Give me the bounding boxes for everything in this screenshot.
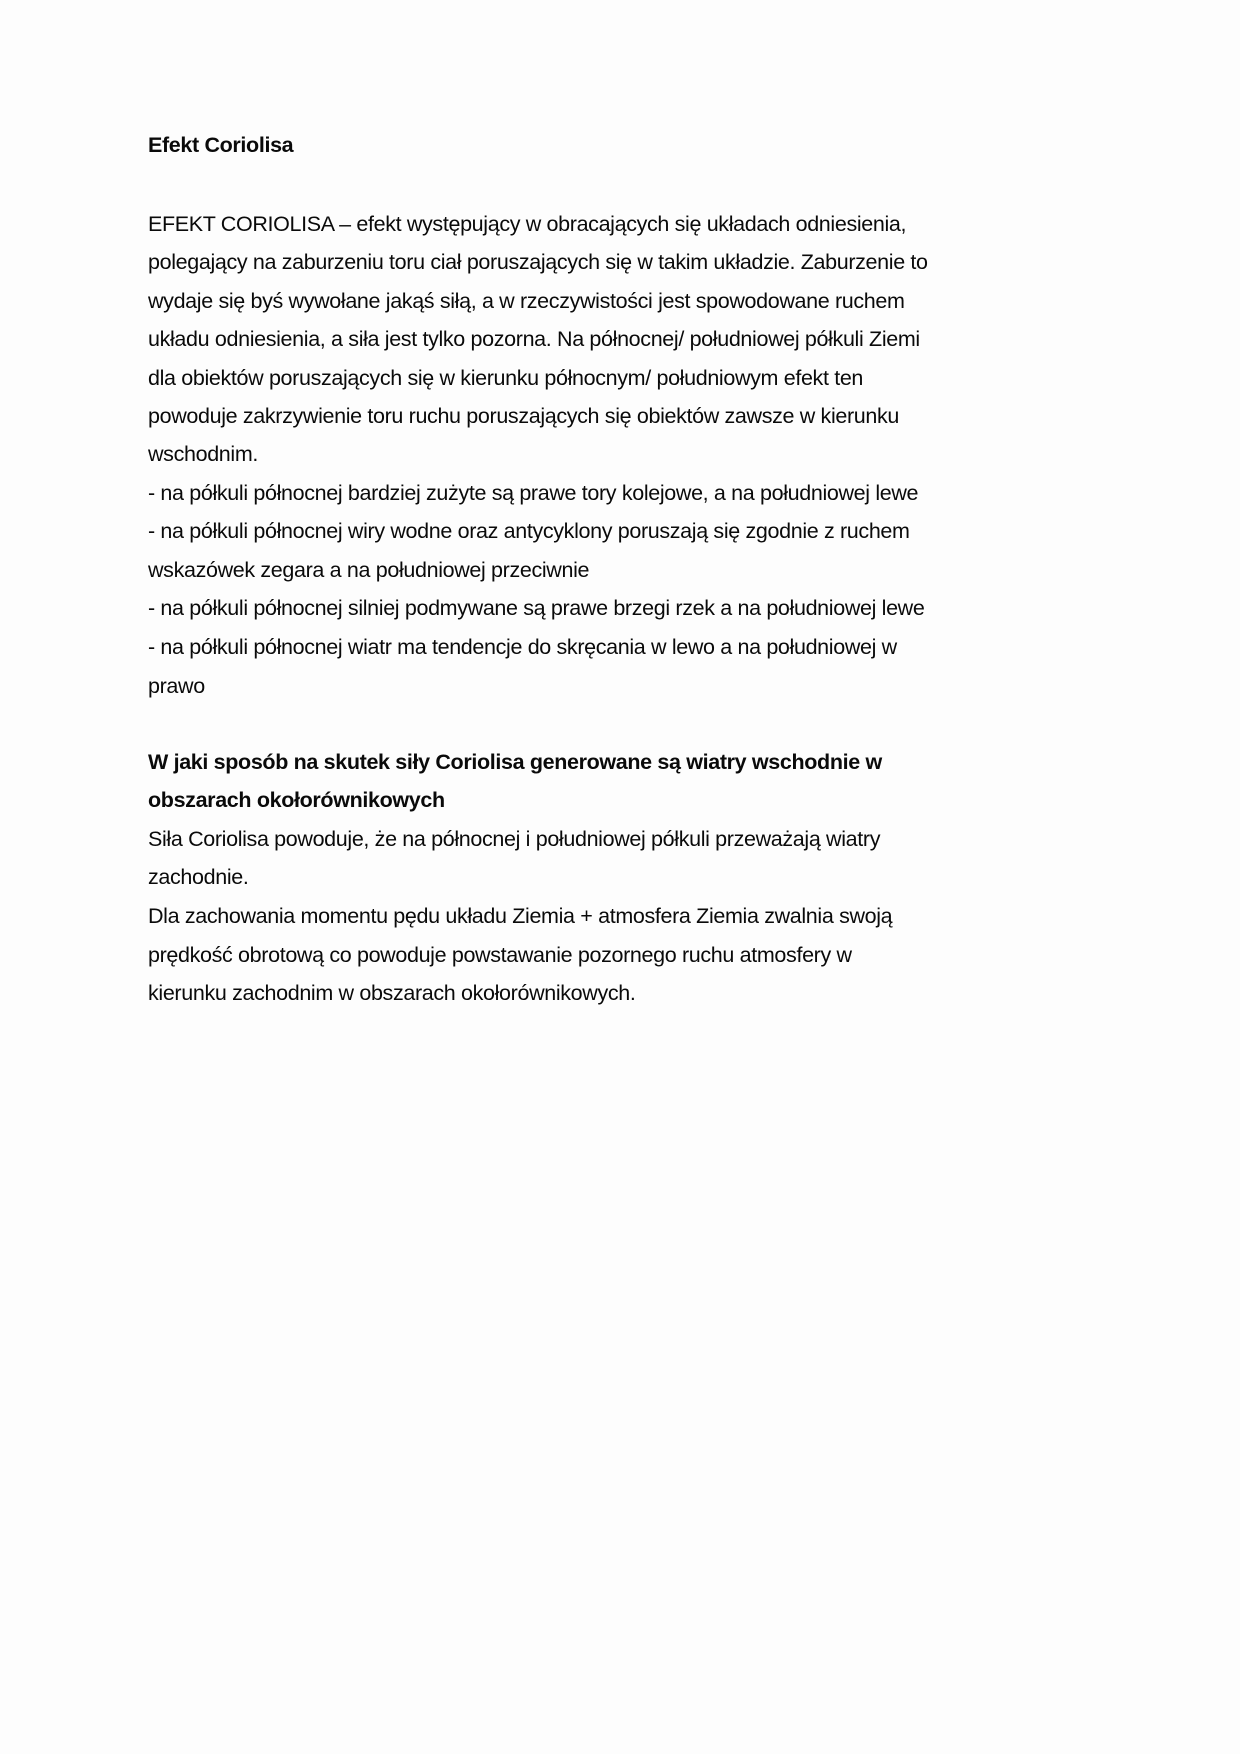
paragraph-line: wschodnim.	[148, 442, 259, 466]
paragraph-line: prędkość obrotową co powoduje powstawanie pozornego ruchu atmosfery w	[148, 943, 852, 967]
paragraph-line: EFEKT CORIOLISA – efekt występujący w obracających się układach odniesienia,	[148, 212, 907, 236]
paragraph-line: układu odniesienia, a siła jest tylko pozorna. Na północnej/ południowej półkuli Ziemi	[148, 327, 920, 351]
list-item: - na półkuli północnej silniej podmywane są prawe brzegi rzek a na południowej lewe	[148, 596, 925, 620]
list-item: - na półkuli północnej bardziej zużyte są prawe tory kolejowe, a na południowej lewe	[148, 481, 919, 505]
paragraph-line: Dla zachowania momentu pędu układu Ziemia + atmosfera Ziemia zwalnia swoją	[148, 904, 893, 928]
paragraph-line: Siła Coriolisa powoduje, że na północnej i południowej półkuli przeważają wiatry	[148, 827, 881, 851]
document-title: Efekt Coriolisa	[148, 133, 294, 157]
list-item-continuation: wskazówek zegara a na południowej przeciwnie	[148, 558, 590, 582]
paragraph-line: kierunku zachodnim w obszarach okołorównikowych.	[148, 981, 636, 1005]
paragraph-line: wydaje się byś wywołane jakąś siłą, a w rzeczywistości jest spowodowane ruchem	[148, 289, 905, 313]
paragraph-line: powoduje zakrzywienie toru ruchu poruszających się obiektów zawsze w kierunku	[148, 404, 900, 428]
paragraph-line: dla obiektów poruszających się w kierunku północnym/ południowym efekt ten	[148, 366, 864, 390]
list-item: - na półkuli północnej wiry wodne oraz antycyklony poruszają się zgodnie z ruchem	[148, 519, 910, 543]
list-item: - na półkuli północnej wiatr ma tendencje do skręcania w lewo a na południowej w	[148, 635, 897, 659]
heading-line: W jaki sposób na skutek siły Coriolisa generowane są wiatry wschodnie w	[148, 750, 882, 774]
heading-line: obszarach okołorównikowych	[148, 788, 445, 812]
list-item-continuation: prawo	[148, 674, 205, 698]
paragraph-line: polegający na zaburzeniu toru ciał poruszających się w takim układzie. Zaburzenie to	[148, 250, 928, 274]
paragraph-line: zachodnie.	[148, 865, 249, 889]
